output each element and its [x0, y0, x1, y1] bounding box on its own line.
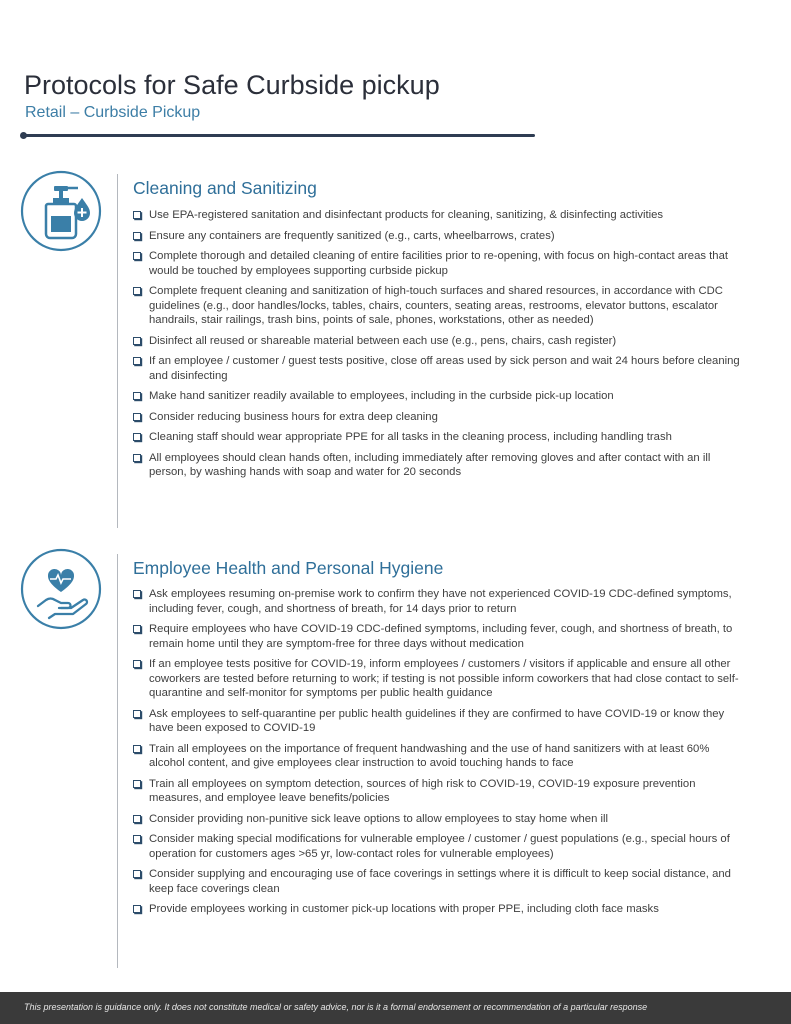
checkbox-bullet-icon	[133, 392, 141, 400]
checkbox-bullet-icon	[133, 905, 141, 913]
checkbox-bullet-icon	[133, 590, 141, 598]
checkbox-bullet-icon	[133, 815, 141, 823]
heart-in-hand-icon	[20, 548, 102, 630]
item-text: If an employee / customer / guest tests positive, close off areas used by sick person and wait 24 hours before cleaning and disinfecting	[149, 355, 740, 382]
list-item	[133, 410, 748, 425]
list-item	[133, 430, 748, 445]
item-text: Disinfect all reused or shareable material between each use (e.g., pens, chairs, cash register)	[149, 334, 617, 347]
list-item	[133, 812, 748, 827]
list-item	[133, 902, 748, 917]
section-employee-health	[0, 548, 791, 968]
checkbox-bullet-icon	[133, 357, 141, 365]
checkbox-bullet-icon	[133, 870, 141, 878]
title-divider	[23, 134, 535, 137]
list-item	[133, 208, 748, 223]
item-text: Cleaning staff should wear appropriate PPE for all tasks in the cleaning process, including handling trash	[149, 431, 672, 443]
footer-disclaimer: This presentation is guidance only. It does not constitute medical or safety advice, nor is it a formal endorsement or recommendation of a particular response	[24, 1002, 648, 1012]
list-item	[133, 587, 748, 616]
list-item	[133, 229, 748, 244]
checkbox-bullet-icon	[133, 433, 141, 441]
list-item	[133, 777, 748, 806]
section-divider	[117, 554, 118, 968]
checkbox-bullet-icon	[133, 337, 141, 345]
list-item	[133, 657, 748, 701]
list-item	[133, 284, 748, 328]
cleaning-item-list	[133, 208, 748, 486]
list-item	[133, 389, 748, 404]
item-text: Ensure any containers are frequently sanitized (e.g., carts, wheelbarrows, crates)	[149, 229, 555, 242]
employee-health-item-list	[133, 587, 748, 923]
section-title: Employee Health and Personal Hygiene	[133, 558, 444, 578]
checkbox-bullet-icon	[133, 287, 141, 295]
section-title: Cleaning and Sanitizing	[133, 178, 317, 198]
section-divider	[117, 174, 118, 528]
checkbox-bullet-icon	[133, 780, 141, 788]
item-text: Consider providing non-punitive sick leave options to allow employees to stay home when ill	[149, 812, 609, 825]
item-text: Consider supplying and encouraging use of face coverings in settings where it is difficult to keep social distance, and keep face coverings clean	[149, 868, 731, 895]
checkbox-bullet-icon	[133, 710, 141, 718]
checkbox-bullet-icon	[133, 745, 141, 753]
section-cleaning-sanitizing	[0, 168, 791, 528]
list-item	[133, 354, 748, 383]
item-text: Require employees who have COVID-19 CDC-defined symptoms, including fever, cough, and shortness of breath, to remain home until they are symptom-free for three days without medication	[149, 623, 733, 650]
item-text: If an employee tests positive for COVID-19, inform employees / customers / visitors if applicable and ensure all other coworkers are tested before returning to work; if testing is not possible inform coworkers that had close contact to self-quarantine and self-monitor for symptoms per public health guidance	[149, 658, 739, 699]
list-item	[133, 451, 748, 480]
page-footer	[0, 992, 791, 1024]
list-item	[133, 867, 748, 896]
list-item	[133, 249, 748, 278]
checkbox-bullet-icon	[133, 625, 141, 633]
item-text: Ask employees resuming on-premise work to confirm they have not experienced COVID-19 CDC-defined symptoms, including fever, cough, and shortness of breath, for 14 days prior to return	[149, 588, 732, 615]
item-text: Train all employees on symptom detection, sources of high risk to COVID-19, COVID-19 exposure prevention measures, and employee leave benefits/policies	[149, 777, 696, 804]
item-text: All employees should clean hands often, including immediately after removing gloves and after contact with an ill person, by washing hands with soap and water for 20 seconds	[149, 451, 711, 478]
page-subtitle: Retail – Curbside Pickup	[25, 104, 201, 121]
list-item	[133, 622, 748, 651]
checkbox-bullet-icon	[133, 413, 141, 421]
checkbox-bullet-icon	[133, 454, 141, 462]
list-item	[133, 742, 748, 771]
list-item	[133, 707, 748, 736]
item-text: Complete thorough and detailed cleaning of entire facilities prior to re-opening, with focus on high-contact areas that would be touched by employees supporting curbside pickup	[149, 250, 728, 277]
sanitizer-bottle-icon	[20, 170, 102, 252]
checkbox-bullet-icon	[133, 232, 141, 240]
item-text: Consider reducing business hours for extra deep cleaning	[149, 410, 438, 423]
list-item	[133, 334, 748, 349]
checkbox-bullet-icon	[133, 835, 141, 843]
item-text: Provide employees working in customer pick-up locations with proper PPE, including cloth face masks	[149, 903, 659, 915]
checkbox-bullet-icon	[133, 252, 141, 260]
item-text: Make hand sanitizer readily available to employees, including in the curbside pick-up location	[149, 390, 614, 402]
page-title: Protocols for Safe Curbside pickup	[24, 70, 440, 100]
item-text: Train all employees on the importance of frequent handwashing and the use of hand sanitizers with at least 60% alcohol content, and give employees clear instruction to avoid touching hands to face	[149, 742, 710, 769]
item-text: Ask employees to self-quarantine per public health guidelines if they are confirmed to have COVID-19 or know they have been exposed to COVID-19	[149, 707, 725, 734]
checkbox-bullet-icon	[133, 660, 141, 668]
item-text: Use EPA-registered sanitation and disinfectant products for cleaning, sanitizing, & disinfecting activities	[149, 209, 664, 221]
item-text: Complete frequent cleaning and sanitization of high-touch surfaces and shared resources, in accordance with CDC guidelines (e.g., door handles/locks, tables, chairs, counters, seating areas, restrooms, elevator buttons, escalator handrails, stair railings, trash bins, points of sale, phones, workstations, other as needed)	[149, 285, 723, 326]
list-item	[133, 832, 748, 861]
item-text: Consider making special modifications for vulnerable employee / customer / guest populations (e.g., special hours of operation for customers ages >65 yr, low-contact roles for vulnerable employees)	[149, 833, 730, 860]
checkbox-bullet-icon	[133, 211, 141, 219]
